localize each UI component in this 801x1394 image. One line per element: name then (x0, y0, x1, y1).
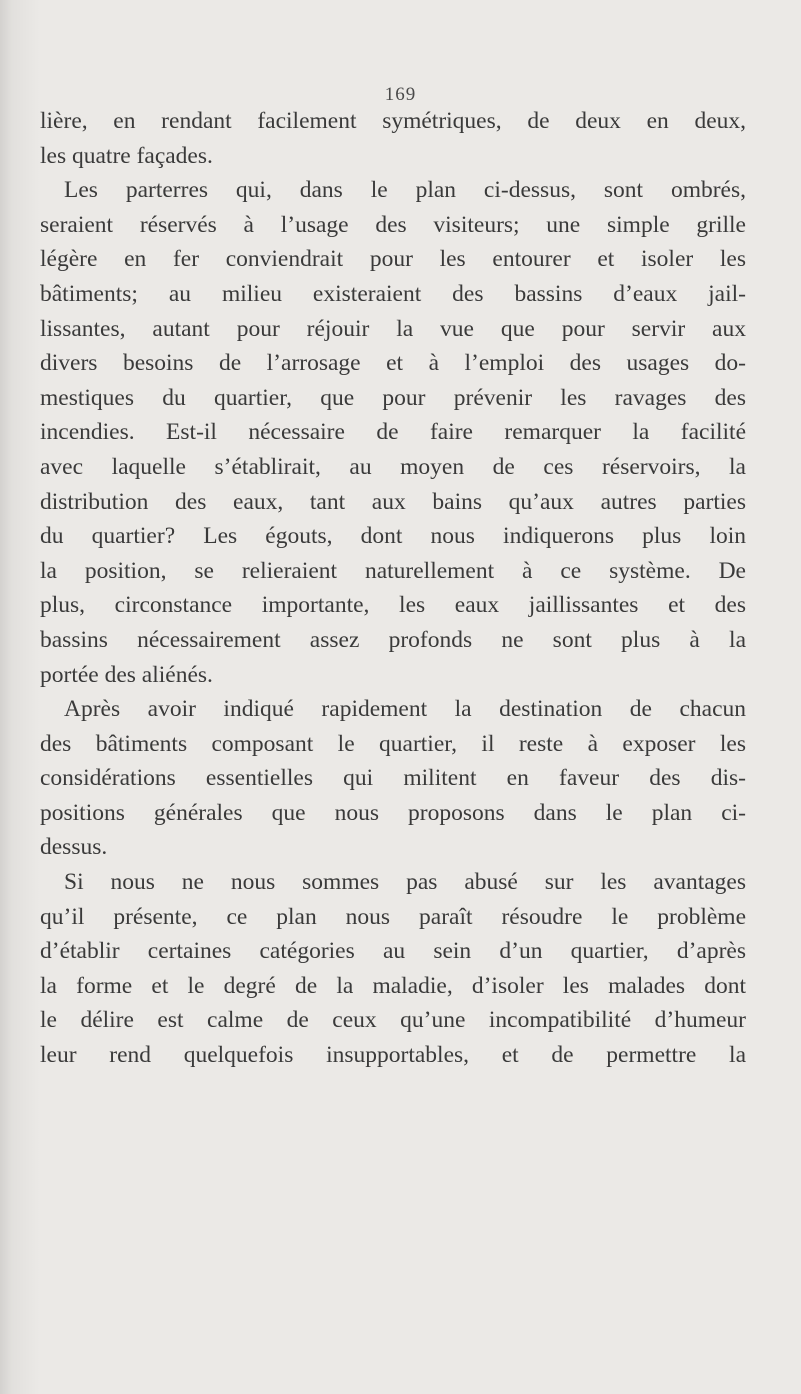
page-number: 169 (384, 84, 417, 105)
text-line: incendies. Est-il nécessaire de faire remarquer la facilité (40, 419, 746, 446)
text-line: distribution des eaux, tant aux bains qu’aux autres parties (40, 488, 746, 515)
text-line: Si nous ne nous sommes pas abusé sur les avantages (64, 869, 746, 896)
text-line: qu’il présente, ce plan nous paraît résoudre le problème (40, 903, 746, 930)
text-line: portée des aliénés. (40, 661, 213, 688)
text-line: positions générales que nous proposons dans le plan ci- (40, 799, 746, 826)
text-line: considérations essentielles qui militent en faveur des dis- (40, 765, 746, 792)
text-line: légère en fer conviendrait pour les entourer et isoler les (40, 246, 746, 273)
text-line: le délire est calme de ceux qu’une incompatibilité d’humeur (40, 1007, 746, 1034)
text-line: des bâtiments composant le quartier, il reste à exposer les (40, 730, 746, 757)
text-line: la position, se relieraient naturellement à ce système. De (40, 557, 746, 584)
text-line: leur rend quelquefois insupportables, et de permettre la (40, 1042, 746, 1069)
text-line: du quartier? Les égouts, dont nous indiquerons plus loin (40, 523, 746, 550)
text-line: dessus. (40, 834, 108, 861)
text-line: avec laquelle s’établirait, au moyen de ces réservoirs, la (40, 453, 746, 480)
text-line: mestiques du quartier, que pour prévenir les ravages des (40, 384, 746, 411)
text-line: bassins nécessairement assez profonds ne sont plus à la (40, 626, 746, 653)
text-line: bâtiments; au milieu existeraient des bassins d’eaux jail- (40, 280, 746, 307)
text-line: les quatre façades. (40, 142, 213, 169)
text-line: lière, en rendant facilement symétriques, de deux en deux, (40, 108, 746, 134)
text-line: lissantes, autant pour réjouir la vue que pour servir aux (40, 315, 746, 342)
text-line: d’établir certaines catégories au sein d’un quartier, d’après (40, 938, 746, 965)
body-text (40, 104, 746, 1073)
text-line: la forme et le degré de la maladie, d’isoler les malades dont (40, 972, 746, 999)
text-line: Après avoir indiqué rapidement la destination de chacun (64, 696, 746, 723)
text-line: divers besoins de l’arrosage et à l’emploi des usages do- (40, 350, 746, 377)
text-line: seraient réservés à l’usage des visiteurs; une simple grille (40, 211, 746, 238)
text-line: Les parterres qui, dans le plan ci-dessus, sont ombrés, (64, 177, 746, 204)
text-line: plus, circonstance importante, les eaux jaillissantes et des (40, 592, 746, 619)
